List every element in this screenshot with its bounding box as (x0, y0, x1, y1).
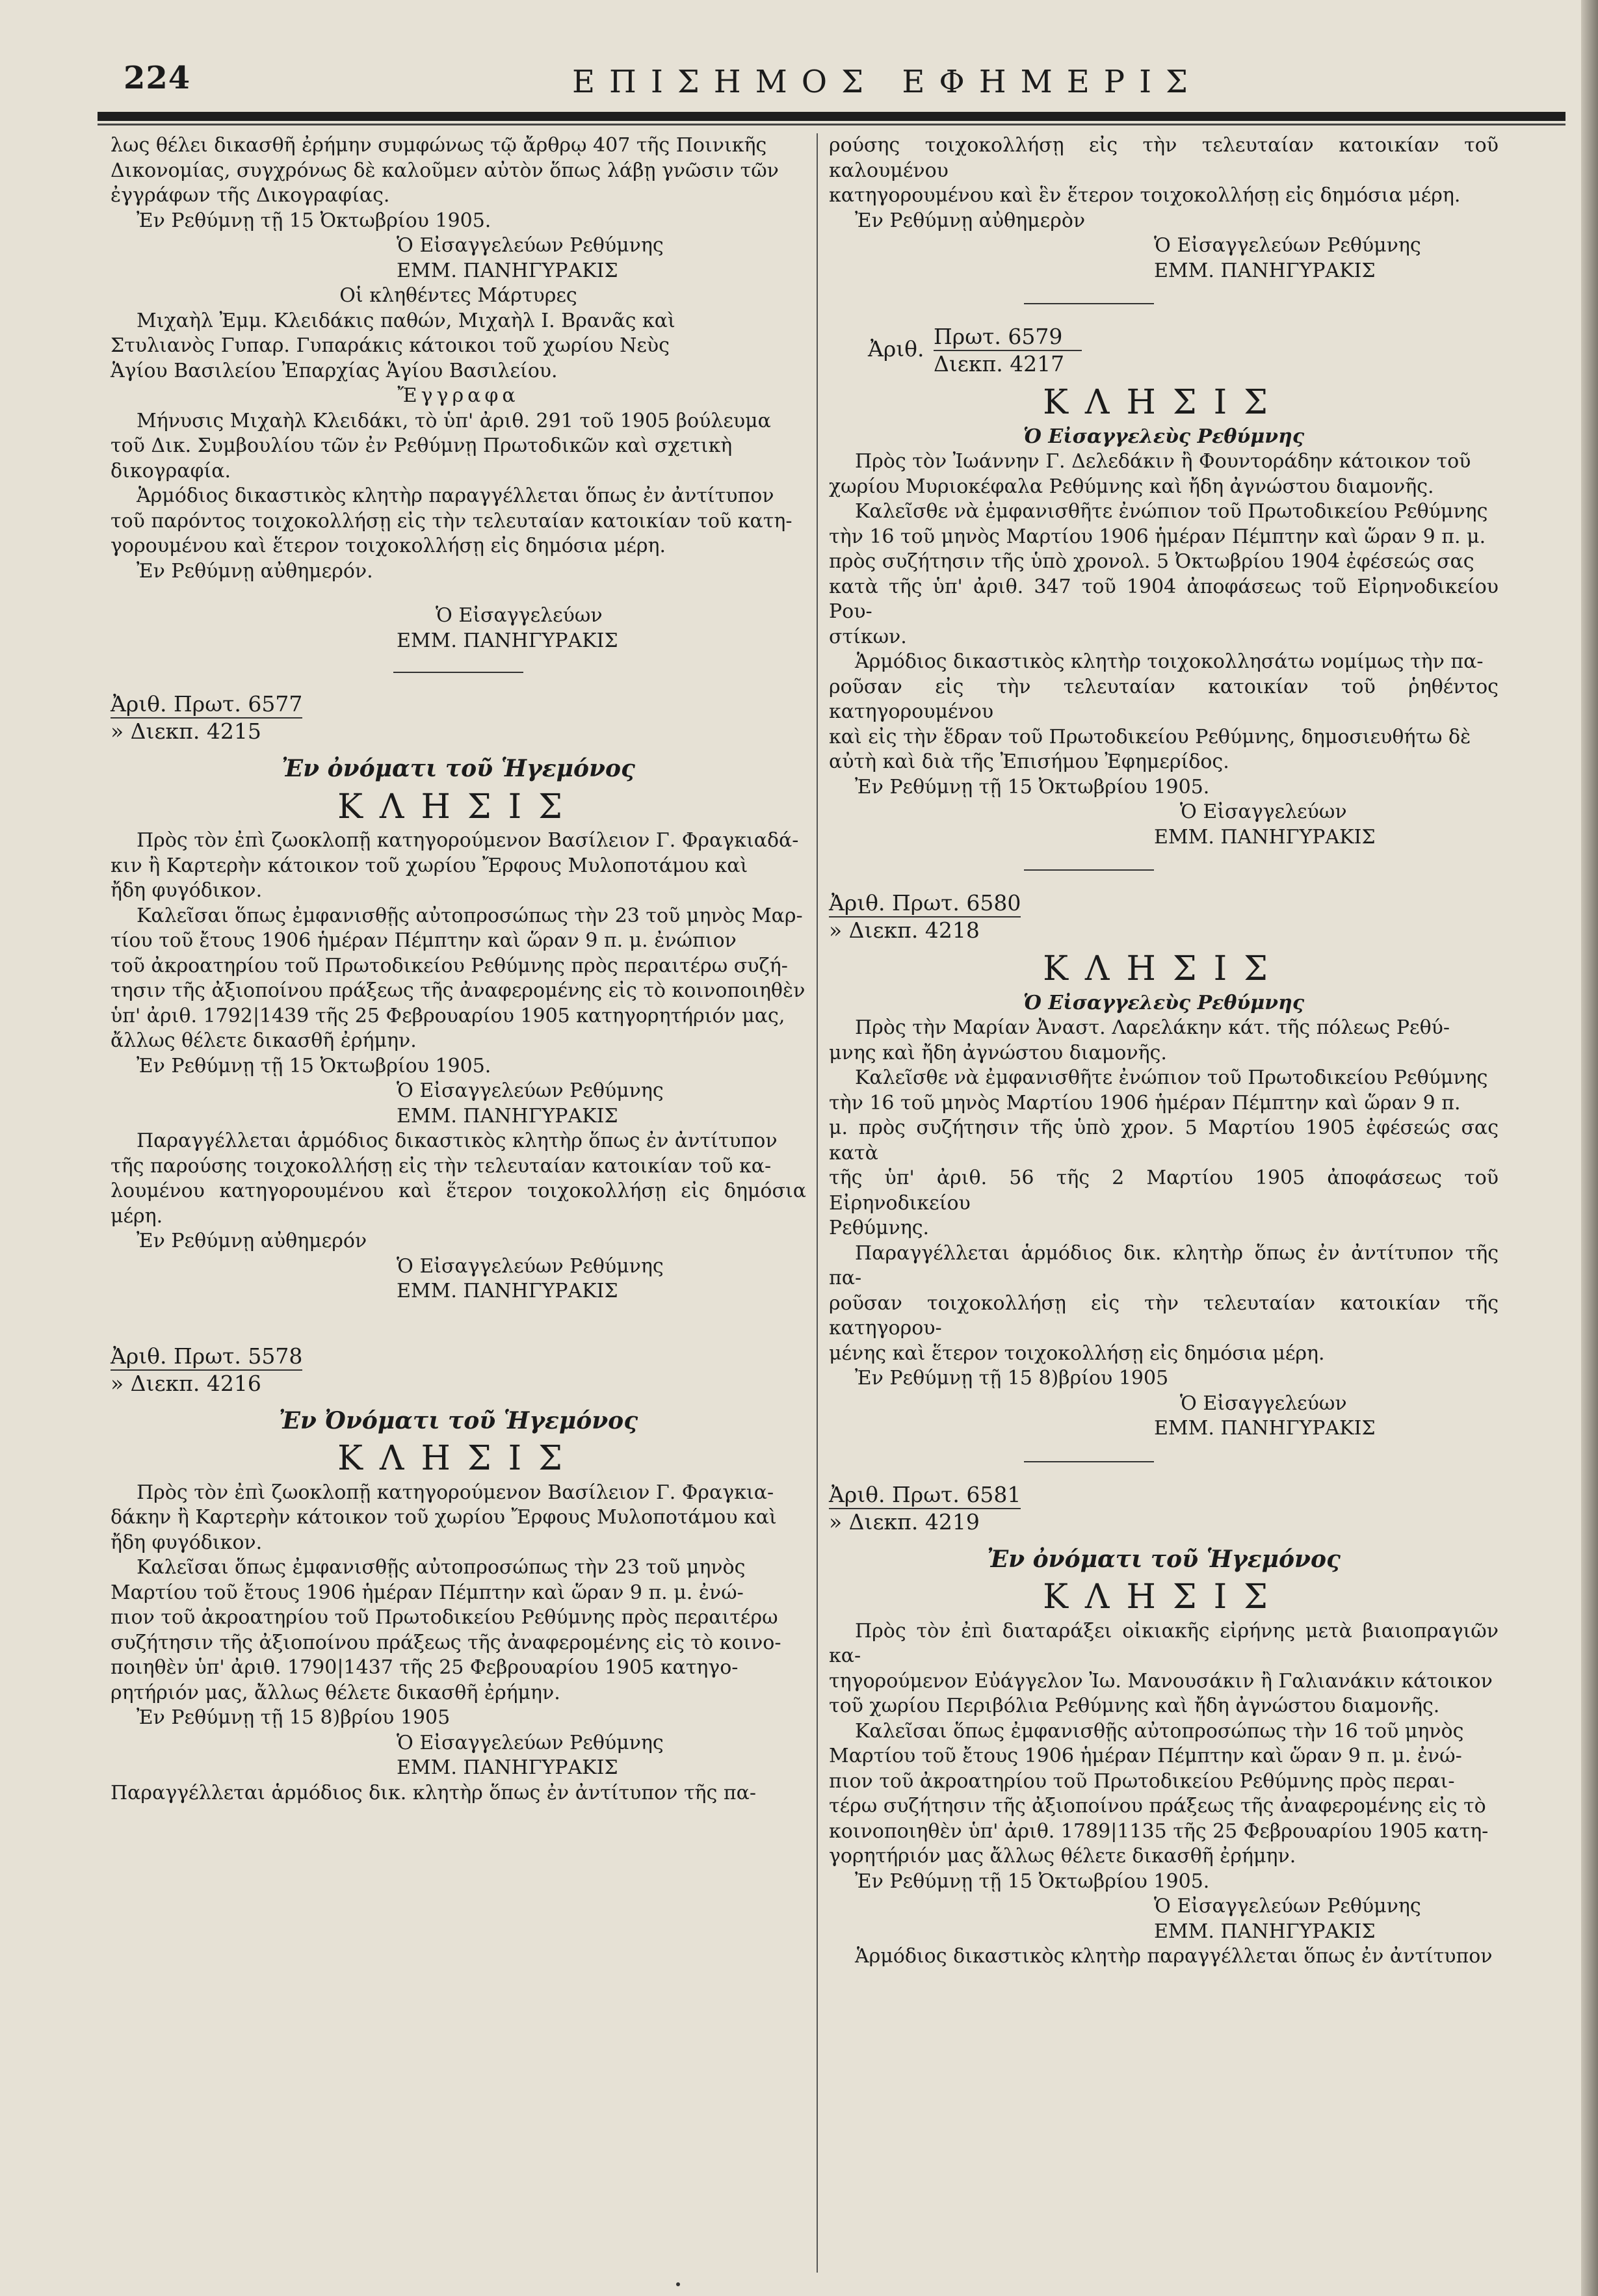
notice-number (111, 691, 806, 745)
date-line: Ἐν Ρεθύμνῃ τῇ 15 Ὀκτωβρίου 1905. (855, 775, 1210, 798)
text-line: λως θέλει δικασθῆ ἐρήμην συμφώνως τῷ ἄρθρῳ 407 τῆς Ποινικῆς (111, 134, 767, 157)
protocol-number: Ἀριθ. Πρωτ. 6581 (829, 1482, 1021, 1509)
text-line: Δικονομίας, συγχρόνως δὲ καλοῦμεν αὐτὸν ὅπως λάβῃ γνῶσιν τῶν (111, 159, 779, 182)
text-line: Ἁγίου Βασιλείου Ἐπαρχίας Ἁγίου Βασιλείου. (111, 359, 558, 382)
summons-title: ΚΛΗΣΙΣ (1043, 949, 1285, 988)
summons-title: ΚΛΗΣΙΣ (337, 787, 579, 826)
signature-title: Ὁ Εἰσαγγελεύων Ρεθύμνης (1154, 1895, 1421, 1918)
notice-number (868, 324, 1499, 377)
prosecutor-heading: Ὁ Εἰσαγγελεὺς Ρεθύμνης (1023, 991, 1305, 1014)
signature-title: Ὁ Εἰσαγγελεύων Ρεθύμνης (397, 1079, 664, 1102)
text-line: δικογραφία. (111, 459, 231, 482)
text-line: Καλεῖσαι ὅπως ἐμφανισθῇς αὐτοπροσώπως τὴν 16 τοῦ μηνὸς (855, 1719, 1464, 1743)
header-rule (98, 112, 1565, 121)
text-line: καὶ εἰς τὴν ἕδραν τοῦ Πρωτοδικείου Ρεθύμνης, δημοσιευθήτω δὲ (829, 725, 1471, 748)
text-line: χωρίου Μυριοκέφαλα Ρεθύμνης καὶ ἤδη ἀγνώστου διαμονῆς. (829, 475, 1434, 498)
witnesses-heading: Οἱ κληθέντες Μάρτυρες (339, 284, 577, 307)
gazette-title: ΕΠΙΣΗΜΟΣ ΕΦΗΜΕΡΙΣ (572, 64, 1202, 100)
text-line: Ἁρμόδιος δικαστικὸς κλητὴρ τοιχοκολλησάτω νομίμως τὴν πα- (855, 650, 1484, 673)
text-line: Καλεῖσαι ὅπως ἐμφανισθῇς αὐτοπροσώπως τὴν 23 τοῦ μηνὸς Μαρ- (137, 904, 803, 927)
text-line: Ρεθύμνης. (829, 1217, 930, 1239)
text-line: τοῦ χωρίου Περιβόλια Ρεθύμνης καὶ ἤδη ἀγνώστου διαμονῆς. (829, 1695, 1440, 1717)
text-line: τησιν τῆς ἀξιοποίνου πράξεως τῆς ἀναφερομένης εἰς τὸ κοινοποιηθὲν (111, 979, 806, 1002)
text-line: ἄλλως θέλετε δικασθῆ ἐρήμην. (111, 1029, 417, 1052)
text-line: ἤδη φυγόδικον. (111, 879, 263, 902)
text-line: κατηγορουμένου καὶ ἓν ἕτερον τοιχοκολλήσῃ εἰς δημόσια μέρη. (829, 184, 1461, 207)
summons-title: ΚΛΗΣΙΣ (1043, 1577, 1285, 1616)
text-line: Πρὸς τὸν ἐπὶ ζωοκλοπῇ κατηγορούμενον Βασίλειον Γ. Φραγκιαδά- (137, 829, 799, 852)
text-line: Ἁρμόδιος δικαστικὸς κλητὴρ παραγγέλλεται ὅπως ἐν ἀντίτυπον (855, 1945, 1493, 1968)
in-the-name-heading: Ἐν Ὀνόματι τοῦ Ἡγεμόνος (278, 1406, 638, 1434)
text-line: τηγορούμενον Εὐάγγελον Ἰω. Μανουσάκιν ἢ Γαλιανάκιν κάτοικον (829, 1669, 1493, 1693)
protocol-number: Ἀριθ. Πρωτ. 6580 (829, 890, 1021, 917)
dispatch-number: » Διεκπ. 4219 (829, 1509, 980, 1535)
protocol-number: Ἀριθ. Πρωτ. 6577 (111, 691, 302, 719)
text-line: μ. πρὸς συζήτησιν τῆς ὑπὸ χρον. 5 Μαρτίου 1905 ἐφέσεώς σας κατὰ (829, 1116, 1499, 1165)
text-line: ρητήριόν μας, ἄλλως θέλετε δικασθῆ ἐρήμην. (111, 1681, 560, 1704)
prosecutor-heading: Ὁ Εἰσαγγελεὺς Ρεθύμνης (1023, 425, 1305, 448)
text-line: στίκων. (829, 625, 907, 648)
text-line: τοῦ ἀκροατηρίου τοῦ Πρωτοδικείου Ρεθύμνης πρὸς περαιτέρω συζή- (111, 954, 788, 977)
signature-title: Ὁ Εἰσαγγελεύων Ρεθύμνης (1154, 234, 1421, 257)
date-line: Ἐν Ρεθύμνῃ αὐθημερόν. (137, 559, 373, 583)
text-line: Μαρτίου τοῦ ἔτους 1906 ἡμέραν Πέμπτην καὶ ὥραν 9 π. μ. ἐνώ- (111, 1581, 744, 1604)
signature-title: Ὁ Εἰσαγγελεύων (1180, 800, 1347, 823)
text-line: Καλεῖσθε νὰ ἐμφανισθῆτε ἐνώπιον τοῦ Πρωτοδικείου Ρεθύμνης (855, 500, 1488, 523)
text-line: γορουμένου καὶ ἕτερον τοιχοκολλήσῃ εἰς δημόσια μέρη. (111, 534, 666, 557)
text-line: αὐτὴ καὶ διὰ τῆς Ἐπισήμου Ἐφημερίδος. (829, 750, 1229, 773)
dispatch-number: » Διεκπ. 4215 (111, 719, 261, 744)
text-line: ποιηθὲν ὑπ' ἀριθ. 1790|1437 τῆς 25 Φεβρουαρίου 1905 κατηγο- (111, 1656, 739, 1679)
date-line: Ἐν Ρεθύμνῃ αὐθημερὸν (855, 209, 1086, 232)
summons-title: ΚΛΗΣΙΣ (1043, 383, 1285, 422)
column-divider (817, 133, 818, 2273)
protocol-number: Ἀριθ. Πρωτ. 5578 (111, 1343, 302, 1371)
text-line: τὴν 16 τοῦ μηνὸς Μαρτίου 1906 ἡμέραν Πέμπτην καὶ ὥραν 9 π. μ. (829, 525, 1486, 548)
text-line: δάκην ἢ Καρτερὴν κάτοικον τοῦ χωρίου Ἔρφους Μυλοποτάμου καὶ (111, 1506, 777, 1529)
signature-title: Ὁ Εἰσαγγελεύων Ρεθύμνης (397, 234, 664, 257)
date-line: Ἐν Ρεθύμνῃ τῇ 15 8)βρίου 1905 (855, 1367, 1169, 1390)
signature-name: ΕΜΜ. ΠΑΝΗΓΥΡΑΚΙΣ (397, 629, 618, 652)
text-line: τῆς ὑπ' ἀριθ. 56 τῆς 2 Μαρτίου 1905 ἀποφάσεως τοῦ Εἰρηνοδικείου (829, 1167, 1499, 1215)
text-line: Στυλιανὸς Γυπαρ. Γυπαράκις κάτοικοι τοῦ χωρίου Νεὺς (111, 334, 670, 357)
documents-heading: Ἔγγραφα (397, 384, 519, 407)
signature-name: ΕΜΜ. ΠΑΝΗΓΥΡΑΚΙΣ (1154, 259, 1376, 282)
signature-name: ΕΜΜ. ΠΑΝΗΓΥΡΑΚΙΣ (397, 1280, 618, 1302)
section-rule (1024, 869, 1154, 871)
in-the-name-heading: Ἐν ὀνόματι τοῦ Ἡγεμόνος (282, 755, 635, 782)
text-line: Παραγγέλλεται ἁρμόδιος δικαστικὸς κλητὴρ ὅπως ἐν ἀντίτυπον (137, 1129, 778, 1152)
number-fraction (934, 324, 1082, 377)
text-line: Πρὸς τὸν Ἰωάννην Γ. Δελεδάκιν ἢ Φουντοράδην κάτοικον τοῦ (855, 450, 1471, 473)
dispatch-number: Διεκπ. 4217 (934, 351, 1065, 376)
text-line: Μήνυσις Μιχαὴλ Κλειδάκι, τὸ ὑπ' ἀριθ. 291 τοῦ 1905 βούλευμα (137, 409, 771, 432)
print-speck (676, 2282, 680, 2286)
text-line: ροῦσαν εἰς τὴν τελευταίαν κατοικίαν τοῦ ῥηθέντος κατηγορουμένου (829, 675, 1499, 723)
text-line: ἐγγράφων τῆς Δικογραφίας. (111, 184, 390, 207)
text-line: Πρὸς τὴν Μαρίαν Ἀναστ. Λαρελάκην κάτ. τῆς πόλεως Ρεθύ- (855, 1016, 1450, 1039)
text-line: τὴν 16 τοῦ μηνὸς Μαρτίου 1906 ἡμέραν Πέμπτην καὶ ὥραν 9 π. (829, 1091, 1461, 1115)
text-line: λουμένου κατηγορουμένου καὶ ἕτερον τοιχοκολλήσῃ εἰς δημόσια μέρη. (111, 1180, 806, 1228)
notice-number (111, 1343, 806, 1397)
date-line: Ἐν Ρεθύμνῃ τῇ 15 Ὀκτωβρίου 1905. (855, 1869, 1210, 1893)
text-line: Μιχαὴλ Ἐμμ. Κλειδάκις παθών, Μιχαὴλ Ι. Βρανᾶς καὶ (137, 309, 675, 332)
text-line: γορητήριόν μας ἄλλως θέλετε δικασθῆ ἐρήμην. (829, 1845, 1296, 1867)
protocol-number: Πρωτ. 6579 (934, 324, 1082, 351)
text-line: συζήτησιν τῆς ἀξιοποίνου πράξεως τῆς ἀναφερομένης εἰς τὸ κοινο- (111, 1631, 781, 1654)
header-rule-thin (98, 124, 1565, 125)
section-rule (1024, 303, 1154, 304)
dispatch-number: » Διεκπ. 4216 (111, 1370, 261, 1396)
dispatch-number: » Διεκπ. 4218 (829, 917, 980, 943)
page-edge (1581, 0, 1598, 2296)
text-line: ροῦσαν τοιχοκολλήσῃ εἰς τὴν τελευταίαν κατοικίαν τῆς κατηγορου- (829, 1291, 1499, 1339)
text-line: τοῦ παρόντος τοιχοκολλήσῃ εἰς τὴν τελευταίαν κατοικίαν τοῦ κατη- (111, 509, 792, 533)
text-line: Παραγγέλλεται ἁρμόδιος δικ. κλητὴρ ὅπως ἐν ἀντίτυπον τῆς πα- (829, 1241, 1499, 1289)
signature-title: Ὁ Εἰσαγγελεύων (436, 604, 603, 627)
text-line: κοινοποιηθὲν ὑπ' ἀριθ. 1789|1135 τῆς 25 Φεβρουαρίου 1905 κατη- (829, 1819, 1489, 1843)
text-line: Ἁρμόδιος δικαστικὸς κλητὴρ παραγγέλλεται ὅπως ἐν ἀντίτυπον (137, 484, 774, 507)
summons-title: ΚΛΗΣΙΣ (337, 1439, 579, 1478)
text-line: Πρὸς τὸν ἐπὶ διαταράξει οἰκιακῆς εἰρήνης μετὰ βιαιοπραγιῶν κα- (829, 1619, 1499, 1667)
text-line: Παραγγέλλεται ἁρμόδιος δικ. κλητὴρ ὅπως ἐν ἀντίτυπον τῆς πα- (111, 1781, 756, 1804)
left-column (111, 133, 806, 1806)
text-line: τίου τοῦ ἔτους 1906 ἡμέραν Πέμπτην καὶ ὥραν 9 π. μ. ἐνώπιον (111, 929, 737, 952)
date-line: Ἐν Ρεθύμνῃ τῇ 15 8)βρίου 1905 (137, 1706, 451, 1729)
signature-name: ΕΜΜ. ΠΑΝΗΓΥΡΑΚΙΣ (397, 1756, 618, 1779)
section-rule (1024, 1461, 1154, 1462)
text-line: τῆς παρούσης τοιχοκολλήσῃ εἰς τὴν τελευταίαν κατοικίαν τοῦ κα- (111, 1154, 772, 1178)
text-line: Καλεῖσαι ὅπως ἐμφανισθῇς αὐτοπροσώπως τὴν 23 τοῦ μηνὸς (137, 1556, 746, 1579)
notice-number (829, 1482, 1499, 1535)
text-line: κιν ἢ Καρτερὴν κάτοικον τοῦ χωρίου Ἔρφους Μυλοποτάμου καὶ (111, 854, 748, 877)
notice-number (829, 890, 1499, 943)
text-line: ὑπ' ἀριθ. 1792|1439 τῆς 25 Φεβρουαρίου 1905 κατηγορητήριόν μας, (111, 1004, 785, 1027)
signature-title: Ὁ Εἰσαγγελεύων Ρεθύμνης (397, 1254, 664, 1278)
date-line: Ἐν Ρεθύμνῃ αὐθημερόν (137, 1230, 367, 1252)
text-line: μνης καὶ ἤδη ἀγνώστου διαμονῆς. (829, 1041, 1167, 1064)
date-line: Ἐν Ρεθύμνῃ τῇ 15 Ὀκτωβρίου 1905. (137, 1054, 491, 1077)
signature-name: ΕΜΜ. ΠΑΝΗΓΥΡΑΚΙΣ (1154, 825, 1376, 849)
section-rule (393, 672, 523, 673)
signature-name: ΕΜΜ. ΠΑΝΗΓΥΡΑΚΙΣ (1154, 1920, 1376, 1943)
signature-name: ΕΜΜ. ΠΑΝΗΓΥΡΑΚΙΣ (397, 259, 618, 282)
date-line: Ἐν Ρεθύμνῃ τῇ 15 Ὀκτωβρίου 1905. (137, 209, 491, 232)
text-line: τοῦ Δικ. Συμβουλίου τῶν ἐν Ρεθύμνῃ Πρωτοδικῶν καὶ σχετικὴ (111, 434, 733, 457)
text-line: πιον τοῦ ἀκροατηρίου τοῦ Πρωτοδικείου Ρεθύμνης πρὸς περαι- (829, 1769, 1455, 1793)
text-line: ρούσης τοιχοκολλήσῃ εἰς τὴν τελευταίαν κατοικίαν τοῦ καλουμένου (829, 134, 1499, 182)
text-line: Καλεῖσθε νὰ ἐμφανισθῆτε ἐνώπιον τοῦ Πρωτοδικείου Ρεθύμνης (855, 1066, 1488, 1089)
text-line: κατὰ τῆς ὑπ' ἀριθ. 347 τοῦ 1904 ἀποφάσεως τοῦ Εἰρηνοδικείου Ρου- (829, 575, 1499, 623)
signature-title: Ὁ Εἰσαγγελεύων Ρεθύμνης (397, 1731, 664, 1754)
signature-name: ΕΜΜ. ΠΑΝΗΓΥΡΑΚΙΣ (1154, 1417, 1376, 1440)
in-the-name-heading: Ἐν ὀνόματι τοῦ Ἡγεμόνος (987, 1545, 1341, 1573)
text-line: πρὸς συζήτησιν τῆς ὑπὸ χρονολ. 5 Ὀκτωβρίου 1904 ἐφέσεώς σας (829, 550, 1474, 573)
signature-name: ΕΜΜ. ΠΑΝΗΓΥΡΑΚΙΣ (397, 1104, 618, 1128)
page-number: 224 (124, 60, 191, 96)
text-line: ἤδη φυγόδικον. (111, 1531, 263, 1554)
right-column (829, 133, 1499, 1970)
text-line: μένης καὶ ἕτερον τοιχοκολλήσῃ εἰς δημόσια μέρη. (829, 1341, 1325, 1365)
text-line: τέρω συζήτησιν τῆς ἀξιοποίνου πράξεως τῆς ἀναφερομένης εἰς τὸ (829, 1795, 1486, 1817)
signature-title: Ὁ Εἰσαγγελεύων (1180, 1392, 1347, 1415)
text-line: Πρὸς τὸν ἐπὶ ζωοκλοπῇ κατηγορούμενον Βασίλειον Γ. Φραγκια- (137, 1481, 774, 1504)
text-line: Μαρτίου τοῦ ἔτους 1906 ἡμέραν Πέμπτην καὶ ὥραν 9 π. μ. ἐνώ- (829, 1745, 1462, 1767)
text-line: πιον τοῦ ἀκροατηρίου τοῦ Πρωτοδικείου Ρεθύμνης πρὸς περαιτέρω (111, 1606, 778, 1629)
arith-prefix: Ἀριθ. (868, 336, 924, 362)
